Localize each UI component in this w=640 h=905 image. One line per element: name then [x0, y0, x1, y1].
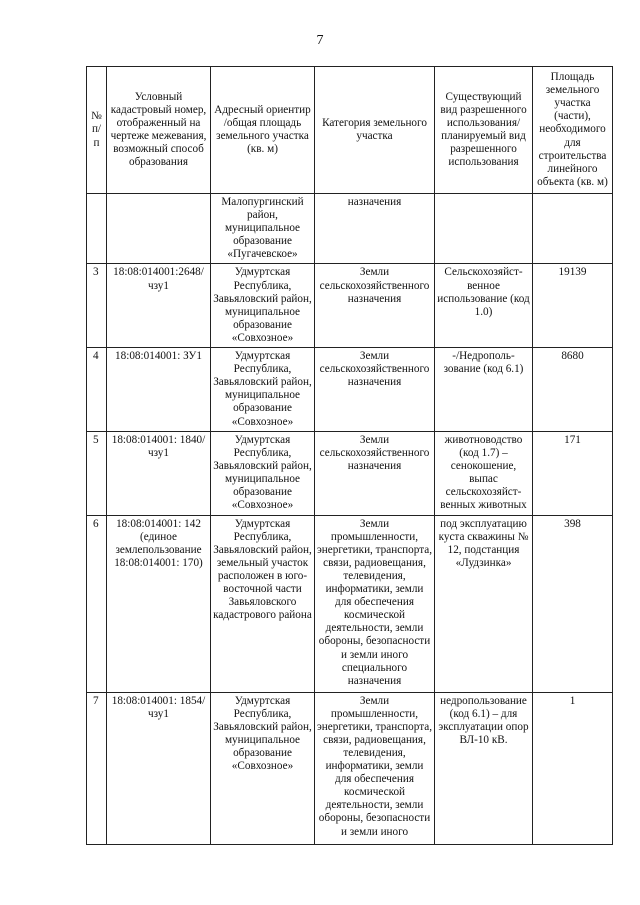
header-area: Площадь земельного участка (части), необходимого для строительства линейного объекта (кв. м) [533, 67, 613, 194]
row-num [87, 194, 107, 264]
row-category: назначения [315, 194, 435, 264]
row-area [533, 194, 613, 264]
row-num: 7 [87, 692, 107, 844]
page-number: 7 [316, 33, 324, 48]
header-use: Существующий вид разрешенного использования/ планируемый вид разрешенного использования [435, 67, 533, 194]
row-address: Удмуртская Республика, Завьяловский район, муниципальное образование «Совхозное» [211, 431, 315, 515]
row-address: Малопургинский район, муниципальное образование «Пугачевское» [211, 194, 315, 264]
row-area: 398 [533, 515, 613, 692]
row-num: 4 [87, 348, 107, 432]
row-use: Сельскохозяйст-венное использование (код 1.0) [435, 264, 533, 348]
row-category: Земли промышленности, энергетики, транспорта, связи, радиовещания, телевидения, информатики, земли для обеспечения космической деятельности, земли обороны, безопасности и земли иного [315, 692, 435, 844]
row-area: 19139 [533, 264, 613, 348]
header-category: Категория земельного участка [315, 67, 435, 194]
row-use [435, 194, 533, 264]
table-row [87, 194, 613, 264]
row-cadastral: 18:08:014001: 142 (единое землепользование 18:08:014001: 170) [107, 515, 211, 692]
row-area: 1 [533, 692, 613, 844]
row-cadastral: 18:08:014001: 1854/чзу1 [107, 692, 211, 844]
row-use: недропользование (код 6.1) – для эксплуатации опор ВЛ-10 кВ. [435, 692, 533, 844]
row-address: Удмуртская Республика, Завьяловский район, земельный участок расположен в юго-восточной части Завьяловского кадастрового района [211, 515, 315, 692]
row-use: под эксплуатацию куста скважины № 12, подстанция «Лудзинка» [435, 515, 533, 692]
row-category: Земли сельскохозяйственного назначения [315, 348, 435, 432]
row-category: Земли промышленности, энергетики, транспорта, связи, радиовещания, телевидения, информатики, земли для обеспечения космической деятельности, земли обороны, безопасности и земли иного специального назначения [315, 515, 435, 692]
land-plots-table [86, 66, 613, 845]
row-use: животноводство (код 1.7) – сенокошение, выпас сельскохозяйст-венных животных [435, 431, 533, 515]
row-address: Удмуртская Республика, Завьяловский район, муниципальное образование «Совхозное» [211, 264, 315, 348]
row-category: Земли сельскохозяйственного назначения [315, 431, 435, 515]
row-area: 171 [533, 431, 613, 515]
row-use: -/Недрополь-зование (код 6.1) [435, 348, 533, 432]
header-num: № п/п [87, 67, 107, 194]
header-address: Адресный ориентир /общая площадь земельного участка (кв. м) [211, 67, 315, 194]
table-row [87, 431, 613, 515]
table-row [87, 515, 613, 692]
table-row [87, 264, 613, 348]
row-category: Земли сельскохозяйственного назначения [315, 264, 435, 348]
row-cadastral: 18:08:014001:2648/ чзу1 [107, 264, 211, 348]
table-row [87, 692, 613, 844]
table-row [87, 348, 613, 432]
row-cadastral: 18:08:014001: 1840/чзу1 [107, 431, 211, 515]
row-address: Удмуртская Республика, Завьяловский район, муниципальное образование «Совхозное» [211, 348, 315, 432]
header-row [87, 67, 613, 194]
header-cadastral: Условный кадастровый номер, отображенный на чертеже межевания, возможный способ образования [107, 67, 211, 194]
row-area: 8680 [533, 348, 613, 432]
row-num: 6 [87, 515, 107, 692]
row-num: 5 [87, 431, 107, 515]
row-address: Удмуртская Республика, Завьяловский район, муниципальное образование «Совхозное» [211, 692, 315, 844]
row-cadastral: 18:08:014001: ЗУ1 [107, 348, 211, 432]
row-cadastral [107, 194, 211, 264]
row-num: 3 [87, 264, 107, 348]
